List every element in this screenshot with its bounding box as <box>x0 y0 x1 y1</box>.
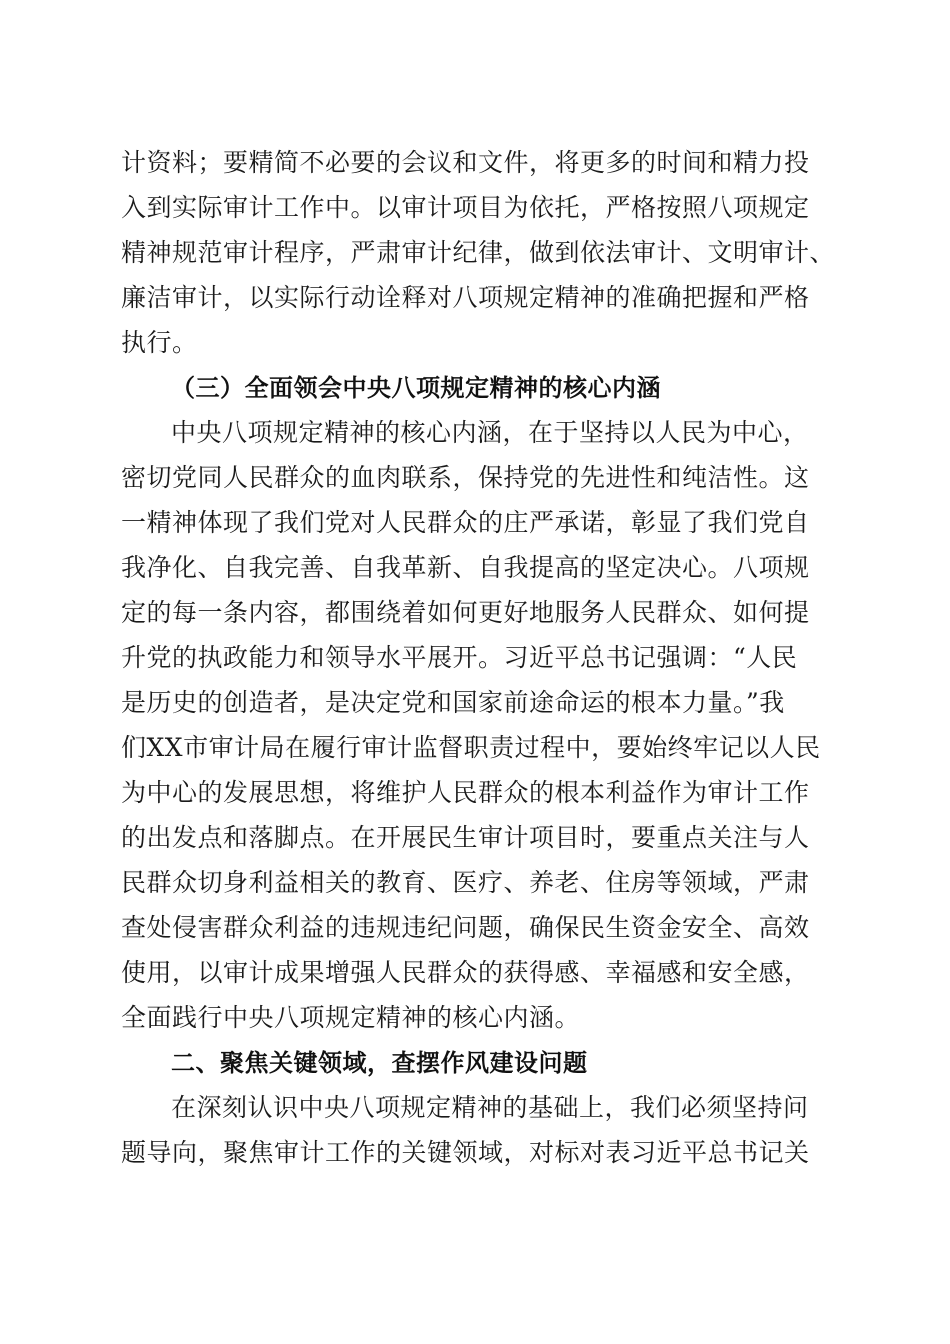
paragraph-line: 入到实际审计工作中。以审计项目为依托，严格按照八项规定 <box>121 193 810 222</box>
paragraph-line: 计资料；要精简不必要的会议和文件，将更多的时间和精力投 <box>121 148 810 177</box>
paragraph-line: 为中心的发展思想，将维护人民群众的根本利益作为审计工作 <box>121 778 810 807</box>
paragraph-line: 执行。 <box>121 328 198 357</box>
section-subheading: （三）全面领会中央八项规定精神的核心内涵 <box>171 373 661 402</box>
paragraph-line: 查处侵害群众利益的违规违纪问题，确保民生资金安全、高效 <box>121 913 810 942</box>
paragraph-line: 我净化、自我完善、自我革新、自我提高的坚定决心。八项规 <box>121 553 810 582</box>
paragraph-line: 题导向，聚焦审计工作的关键领域，对标对表习近平总书记关 <box>121 1138 810 1167</box>
paragraph-line: 们XX市审计局在履行审计监督职责过程中，要始终牢记以人民 <box>121 733 821 762</box>
paragraph-line: 民群众切身利益相关的教育、医疗、养老、住房等领域，严肃 <box>121 868 810 897</box>
paragraph-line: 是历史的创造者，是决定党和国家前途命运的根本力量。”我 <box>121 688 785 717</box>
paragraph-line: 廉洁审计，以实际行动诠释对八项规定精神的准确把握和严格 <box>121 283 810 312</box>
paragraph-line: 密切党同人民群众的血肉联系，保持党的先进性和纯洁性。这 <box>121 463 810 492</box>
paragraph-line: 定的每一条内容，都围绕着如何更好地服务人民群众、如何提 <box>121 598 810 627</box>
paragraph-line: 全面践行中央八项规定精神的核心内涵。 <box>121 1003 581 1032</box>
paragraph-line: 中央八项规定精神的核心内涵，在于坚持以人民为中心， <box>171 418 809 447</box>
paragraph-line: 升党的执政能力和领导水平展开。习近平总书记强调：“人民 <box>121 643 798 672</box>
paragraph-line: 的出发点和落脚点。在开展民生审计项目时，要重点关注与人 <box>121 823 810 852</box>
paragraph-line: 一精神体现了我们党对人民群众的庄严承诺，彰显了我们党自 <box>121 508 810 537</box>
section-heading: 二、聚焦关键领域，查摆作风建设问题 <box>171 1049 588 1077</box>
paragraph-line: 在深刻认识中央八项规定精神的基础上，我们必须坚持问 <box>171 1093 809 1122</box>
paragraph-line: 精神规范审计程序，严肃审计纪律，做到依法审计、文明审计、 <box>121 238 836 267</box>
paragraph-line: 使用，以审计成果增强人民群众的获得感、幸福感和安全感， <box>121 958 810 987</box>
